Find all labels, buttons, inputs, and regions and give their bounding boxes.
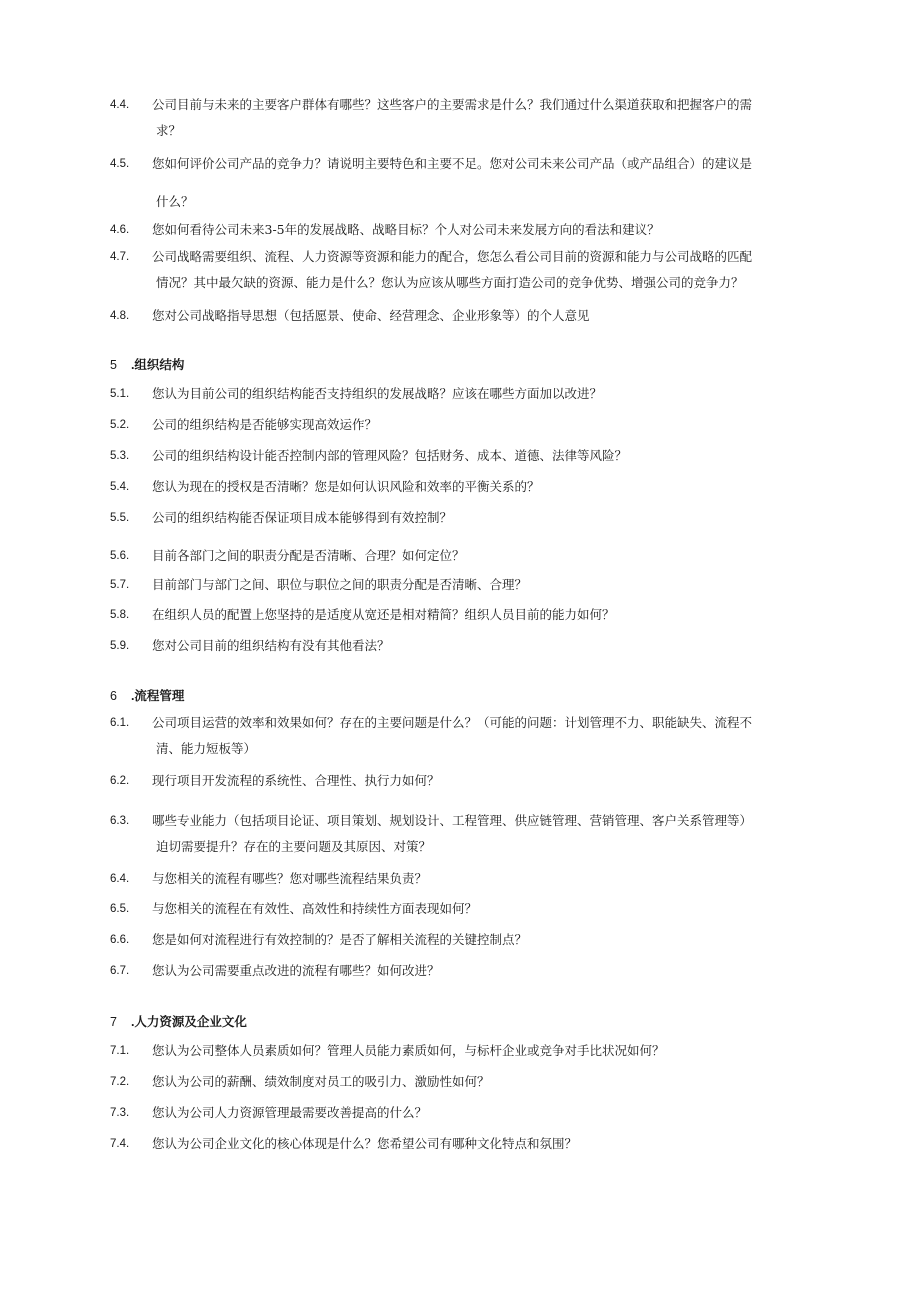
item-text: 与您相关的流程有哪些？您对哪些流程结果负责？ bbox=[152, 871, 428, 886]
section-heading bbox=[110, 355, 184, 375]
item-text: 您对公司目前的组织结构有没有其他看法？ bbox=[152, 638, 390, 653]
item-number: 4.8. bbox=[110, 310, 130, 322]
item-text: 目前各部门之间的职责分配是否清晰、合理？如何定位？ bbox=[152, 548, 465, 563]
item-text-continued: 什么？ bbox=[156, 194, 194, 209]
item-text: 与您相关的流程在有效性、高效性和持续性方面表现如何？ bbox=[152, 901, 478, 916]
item-text: 您认为目前公司的组织结构能否支持组织的发展战略？应该在哪些方面加以改进？ bbox=[152, 386, 603, 401]
item-number: 6.6. bbox=[110, 934, 130, 946]
item-number: 5.1. bbox=[110, 388, 130, 400]
item-text: 公司目前与未来的主要客户群体有哪些？这些客户的主要需求是什么？我们通过什么渠道获取和把握客户的需 bbox=[152, 97, 753, 112]
section-title: .流程管理 bbox=[130, 689, 185, 703]
item-number: 4.5. bbox=[110, 158, 130, 170]
item-number: 6.2. bbox=[110, 775, 130, 787]
item-text: 您认为公司企业文化的核心体现是什么？您希望公司有哪种文化特点和氛围？ bbox=[152, 1136, 578, 1151]
item-text: 目前部门与部门之间、职位与职位之间的职责分配是否清晰、合理？ bbox=[152, 577, 528, 592]
item-number: 7.3. bbox=[110, 1107, 130, 1119]
item-number: 7.4. bbox=[110, 1138, 130, 1150]
item-text: 公司的组织结构设计能否控制内部的管理风险？包括财务、成本、道德、法律等风险？ bbox=[152, 448, 628, 463]
section-title: .人力资源及企业文化 bbox=[130, 1015, 247, 1029]
item-text: 您如何看待公司未来3-5年的发展战略、战略目标？个人对公司未来发展方向的看法和建议？ bbox=[152, 222, 660, 237]
item-text: 公司的组织结构是否能够实现高效运作？ bbox=[152, 417, 378, 432]
section-number: 7 bbox=[110, 1015, 117, 1029]
item-text-continued: 迫切需要提升？存在的主要问题及其原因、对策？ bbox=[156, 839, 432, 854]
item-text: 您认为现在的授权是否清晰？您是如何认识风险和效率的平衡关系的？ bbox=[152, 479, 540, 494]
item-number: 6.7. bbox=[110, 965, 130, 977]
item-number: 5.8. bbox=[110, 609, 130, 621]
item-number: 5.6. bbox=[110, 550, 130, 562]
item-number: 5.3. bbox=[110, 450, 130, 462]
item-number: 4.7. bbox=[110, 251, 130, 263]
item-text: 您认为公司整体人员素质如何？管理人员能力素质如何，与标杆企业或竞争对手比状况如何？ bbox=[152, 1043, 665, 1058]
item-number: 5.9. bbox=[110, 640, 130, 652]
item-text: 您认为公司的薪酬、绩效制度对员工的吸引力、激励性如何？ bbox=[152, 1074, 490, 1089]
item-text: 公司项目运营的效率和效果如何？存在的主要问题是什么？（可能的问题：计划管理不力、职能缺失、流程不 bbox=[152, 715, 753, 730]
item-number: 7.1. bbox=[110, 1045, 130, 1057]
section-number: 6 bbox=[110, 689, 117, 703]
item-number: 5.5. bbox=[110, 512, 130, 524]
item-text: 您认为公司需要重点改进的流程有哪些？如何改进？ bbox=[152, 963, 440, 978]
section-number: 5 bbox=[110, 358, 117, 372]
item-text: 公司的组织结构能否保证项目成本能够得到有效控制？ bbox=[152, 510, 453, 525]
item-number: 5.4. bbox=[110, 481, 130, 493]
item-text: 您认为公司人力资源管理最需要改善提高的什么？ bbox=[152, 1105, 428, 1120]
item-number: 4.4. bbox=[110, 99, 130, 111]
item-text: 哪些专业能力（包括项目论证、项目策划、规划设计、工程管理、供应链管理、营销管理、客户关系管理等） bbox=[152, 813, 753, 828]
item-number: 6.3. bbox=[110, 815, 130, 827]
item-number: 6.4. bbox=[110, 873, 130, 885]
item-text: 您如何评价公司产品的竞争力？请说明主要特色和主要不足。您对公司未来公司产品（或产品组合）的建议是 bbox=[152, 156, 753, 171]
item-number: 6.1. bbox=[110, 717, 130, 729]
item-number: 7.2. bbox=[110, 1076, 130, 1088]
item-text: 公司战略需要组织、流程、人力资源等资源和能力的配合，您怎么看公司目前的资源和能力与公司战略的匹配 bbox=[152, 249, 753, 264]
item-text-continued: 清、能力短板等） bbox=[156, 741, 257, 756]
item-number: 5.2. bbox=[110, 419, 130, 431]
item-number: 4.6. bbox=[110, 224, 130, 236]
section-heading bbox=[110, 686, 184, 706]
item-text-continued: 情况？其中最欠缺的资源、能力是什么？您认为应该从哪些方面打造公司的竞争优势、增强公司的竞争力？ bbox=[156, 275, 744, 290]
item-text: 您是如何对流程进行有效控制的？是否了解相关流程的关键控制点？ bbox=[152, 932, 528, 947]
item-text: 在组织人员的配置上您坚持的是适度从宽还是相对精简？组织人员目前的能力如何？ bbox=[152, 607, 615, 622]
item-text-continued: 求？ bbox=[156, 123, 182, 138]
item-number: 5.7. bbox=[110, 579, 130, 591]
section-heading bbox=[110, 1012, 247, 1032]
item-text: 现行项目开发流程的系统性、合理性、执行力如何？ bbox=[152, 773, 440, 788]
item-text: 您对公司战略指导思想（包括愿景、使命、经营理念、企业形象等）的个人意见 bbox=[152, 308, 590, 323]
section-title: .组织结构 bbox=[130, 358, 185, 372]
item-number: 6.5. bbox=[110, 903, 130, 915]
